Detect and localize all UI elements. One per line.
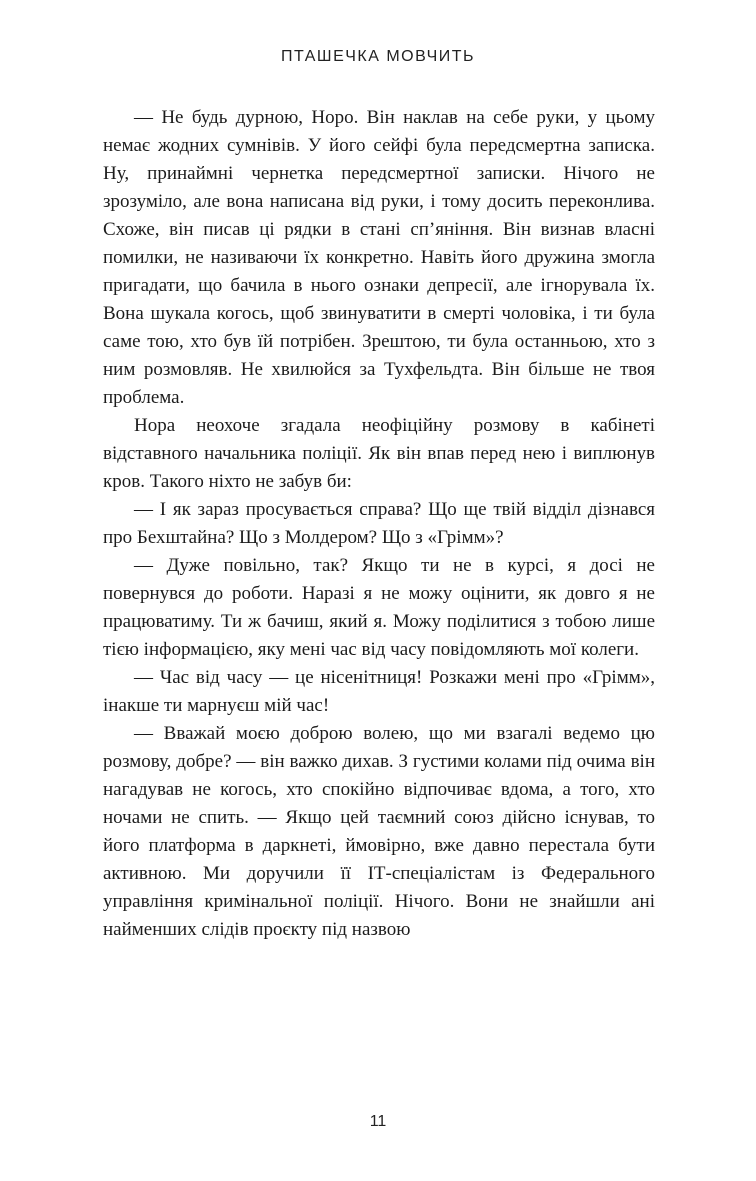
page-number: 11 xyxy=(369,1113,387,1130)
paragraph-5: — Час від часу — це нісенітниця! Розкажи мені про «Грімм», інакше ти марнуєш мій час! xyxy=(103,667,655,716)
running-header: ПТАШЕЧКА МОВЧИТЬ xyxy=(280,48,475,65)
paragraph-1: — Не будь дурною, Норо. Він наклав на себе руки, у цьому немає жодних сумнівів. У його сейфі була передсмертна записка. Ну, принаймні чернетка передсмертної записки. Нічого не зрозуміло, але вона написана від руки, і тому досить переконлива. Схоже, він писав ці рядки в стані сп’яніння. Він визнав власні помилки, не називаючи їх конкретно. Навіть його дружина змогла пригадати, що бачила в нього ознаки депресії, але ігнорувала їх. Вона шукала когось, щоб звинуватити в смерті чоловіка, і ти була саме тою, хто був їй потрібен. Зрештою, ти була останньою, хто з ним розмовляв. Не хвилюйся за Тухфельдта. Він більше не твоя проблема. xyxy=(103,107,655,408)
body-text xyxy=(103,104,655,944)
paragraph-6: — Вважай моєю доброю волею, що ми взагалі ведемо цю розмову, добре? — він важко дихав. З густими колами під очима він нагадував не когось, хто спокійно відпочиває вдома, а того, хто ночами не спить. — Якщо цей таємний союз дійсно існував, то його платформа в даркнеті, ймовірно, вже давно перестала бути активною. Ми доручили її ІТ-спеціалістам із Федерального управління кримінальної поліції. Нічого. Вони не знайшли ані найменших слідів проєкту під назвою xyxy=(103,723,655,940)
paragraph-4: — Дуже повільно, так? Якщо ти не в курсі, я досі не повернувся до роботи. Наразі я не можу оцінити, як довго я не працюватиму. Ти ж бачиш, який я. Можу поділитися з тобою лише тією інформацією, яку мені час від часу повідомляють мої колеги. xyxy=(103,555,655,660)
paragraph-3: — І як зараз просувається справа? Що ще твій відділ дізнався про Бехштайна? Що з Молдером? Що з «Грімм»? xyxy=(103,499,655,548)
paragraph-2: Нора неохоче згадала неофіційну розмову в кабінеті відставного начальника поліції. Як він впав перед нею і виплюнув кров. Такого ніхто не забув би: xyxy=(103,415,655,492)
